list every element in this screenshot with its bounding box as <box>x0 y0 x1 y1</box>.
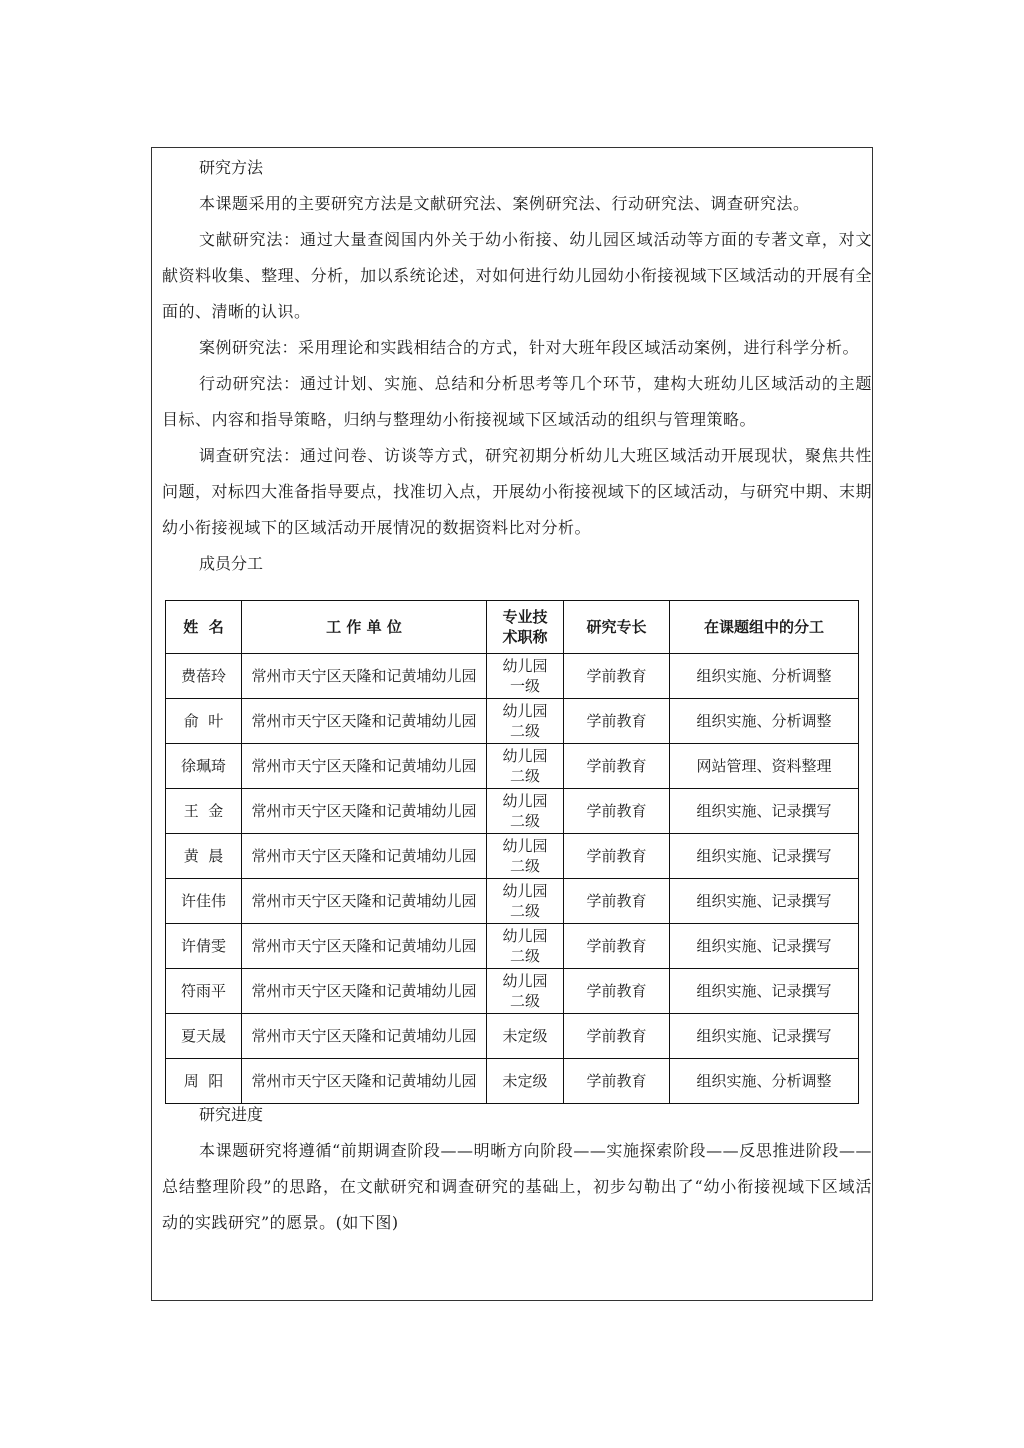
member-role: 组织实施、分析调整 <box>670 1059 859 1104</box>
methods-section <box>162 150 874 582</box>
members-table <box>165 600 859 1104</box>
member-name: 许佳伟 <box>166 879 242 924</box>
member-specialty: 学前教育 <box>564 1014 670 1059</box>
member-unit: 常州市天宁区天隆和记黄埔幼儿园 <box>242 789 487 834</box>
member-name: 黄 晨 <box>166 834 242 879</box>
methods-heading: 研究方法 <box>199 158 264 177</box>
member-specialty: 学前教育 <box>564 699 670 744</box>
member-title: 幼儿园 二级 <box>487 879 564 924</box>
table-row <box>166 654 859 699</box>
member-specialty: 学前教育 <box>564 789 670 834</box>
member-specialty: 学前教育 <box>564 834 670 879</box>
member-specialty: 学前教育 <box>564 744 670 789</box>
member-unit: 常州市天宁区天隆和记黄埔幼儿园 <box>242 879 487 924</box>
member-name: 俞 叶 <box>166 699 242 744</box>
member-unit: 常州市天宁区天隆和记黄埔幼儿园 <box>242 1014 487 1059</box>
member-name: 徐珮琦 <box>166 744 242 789</box>
header-role: 在课题组中的分工 <box>670 601 859 654</box>
methods-intro: 本课题采用的主要研究方法是文献研究法、案例研究法、行动研究法、调查研究法。 <box>199 194 810 213</box>
member-title: 幼儿园 二级 <box>487 924 564 969</box>
member-unit: 常州市天宁区天隆和记黄埔幼儿园 <box>242 969 487 1014</box>
member-role: 组织实施、记录撰写 <box>670 924 859 969</box>
member-name: 周 阳 <box>166 1059 242 1104</box>
progress-section <box>162 1097 874 1241</box>
member-unit: 常州市天宁区天隆和记黄埔幼儿园 <box>242 699 487 744</box>
member-name: 费蓓玲 <box>166 654 242 699</box>
table-row <box>166 924 859 969</box>
member-name: 王 金 <box>166 789 242 834</box>
member-title: 未定级 <box>487 1059 564 1104</box>
member-name: 符雨平 <box>166 969 242 1014</box>
member-specialty: 学前教育 <box>564 1059 670 1104</box>
table-row <box>166 699 859 744</box>
table-row <box>166 789 859 834</box>
member-name: 许倩雯 <box>166 924 242 969</box>
member-specialty: 学前教育 <box>564 924 670 969</box>
member-title: 幼儿园 二级 <box>487 969 564 1014</box>
member-title: 幼儿园 二级 <box>487 789 564 834</box>
member-title: 幼儿园 二级 <box>487 834 564 879</box>
member-role: 组织实施、记录撰写 <box>670 1014 859 1059</box>
member-role: 组织实施、记录撰写 <box>670 834 859 879</box>
literature-method: 文献研究法：通过大量查阅国内外关于幼小衔接、幼儿园区域活动等方面的专著文章，对文献资料收集、整理、分析，加以系统论述，对如何进行幼儿园幼小衔接视域下区域活动的开展有全面的、清晰的认识。 <box>162 230 872 321</box>
table-row <box>166 969 859 1014</box>
progress-text: 本课题研究将遵循“前期调查阶段——明晰方向阶段——实施探索阶段——反思推进阶段——总结整理阶段”的思路，在文献研究和调查研究的基础上，初步勾勒出了“幼小衔接视域下区域活动的实践研究”的愿景。(如下图) <box>162 1141 872 1232</box>
member-specialty: 学前教育 <box>564 969 670 1014</box>
member-title: 幼儿园 二级 <box>487 744 564 789</box>
member-unit: 常州市天宁区天隆和记黄埔幼儿园 <box>242 834 487 879</box>
case-method: 案例研究法：采用理论和实践相结合的方式，针对大班年段区域活动案例，进行科学分析。 <box>199 338 860 357</box>
members-heading: 成员分工 <box>199 554 264 573</box>
member-role: 组织实施、记录撰写 <box>670 789 859 834</box>
header-unit: 工 作 单 位 <box>242 601 487 654</box>
member-role: 组织实施、记录撰写 <box>670 969 859 1014</box>
header-specialty: 研究专长 <box>564 601 670 654</box>
table-row <box>166 744 859 789</box>
member-unit: 常州市天宁区天隆和记黄埔幼儿园 <box>242 744 487 789</box>
table-row <box>166 834 859 879</box>
member-specialty: 学前教育 <box>564 879 670 924</box>
progress-heading: 研究进度 <box>199 1105 264 1124</box>
member-unit: 常州市天宁区天隆和记黄埔幼儿园 <box>242 654 487 699</box>
survey-method: 调查研究法：通过问卷、访谈等方式，研究初期分析幼儿大班区域活动开展现状，聚焦共性问题，对标四大准备指导要点，找准切入点，开展幼小衔接视域下的区域活动，与研究中期、末期幼小衔接视域下的区域活动开展情况的数据资料比对分析。 <box>162 446 872 537</box>
member-title: 幼儿园 一级 <box>487 654 564 699</box>
member-name: 夏天晟 <box>166 1014 242 1059</box>
header-title: 专业技 术职称 <box>487 601 564 654</box>
action-method: 行动研究法：通过计划、实施、总结和分析思考等几个环节，建构大班幼儿区域活动的主题目标、内容和指导策略，归纳与整理幼小衔接视域下区域活动的组织与管理策略。 <box>162 374 872 429</box>
member-title: 幼儿园 二级 <box>487 699 564 744</box>
header-name: 姓 名 <box>166 601 242 654</box>
member-specialty: 学前教育 <box>564 654 670 699</box>
table-row <box>166 1014 859 1059</box>
table-row <box>166 879 859 924</box>
member-unit: 常州市天宁区天隆和记黄埔幼儿园 <box>242 924 487 969</box>
member-role: 网站管理、资料整理 <box>670 744 859 789</box>
member-role: 组织实施、记录撰写 <box>670 879 859 924</box>
table-header-row <box>166 601 859 654</box>
member-role: 组织实施、分析调整 <box>670 699 859 744</box>
members-table-wrap <box>165 600 858 1104</box>
member-role: 组织实施、分析调整 <box>670 654 859 699</box>
member-title: 未定级 <box>487 1014 564 1059</box>
member-unit: 常州市天宁区天隆和记黄埔幼儿园 <box>242 1059 487 1104</box>
